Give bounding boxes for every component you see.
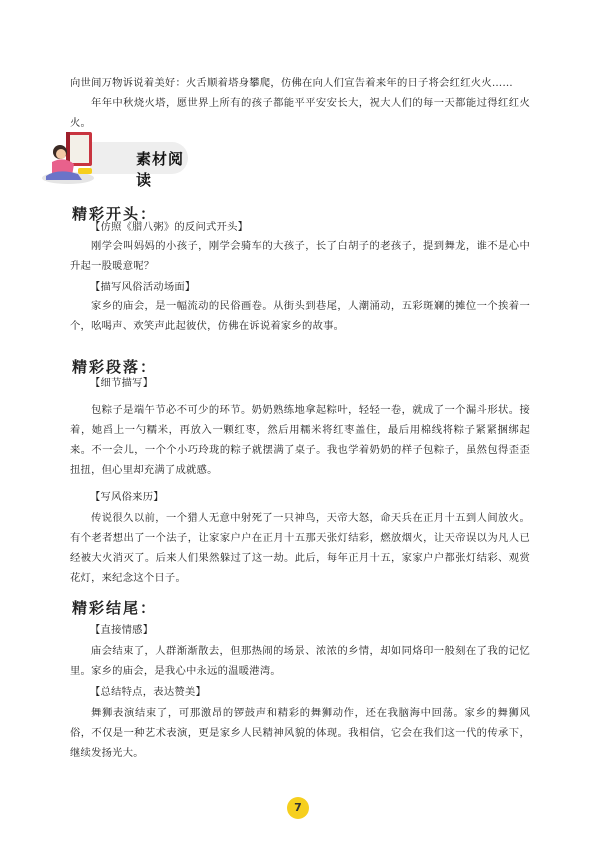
- tag-label: 【写风俗来历】: [90, 491, 164, 503]
- ending-paragraph-2: 舞狮表演结束了，可那激昂的锣鼓声和精彩的舞狮动作，还在我脑海中回荡。家乡的舞狮风俗，不仅是一种艺术表演，更是家乡人民精神风貌的体现。我相信，它会在我们这一代的传承下，继续发扬光大。: [70, 707, 530, 759]
- tag-label: 【仿照《腊八粥》的反问式开头】: [90, 221, 249, 233]
- paragraph-section-text-2: 传说很久以前，一个猎人无意中射死了一只神鸟，天帝大怒，命天兵在正月十五到人间放火。有个老者想出了一个法子，让家家户户在正月十五那天张灯结彩，燃放烟火，让天帝误以为凡人已经被大火消灭了。后来人们果然躲过了这一劫。此后，每年正月十五，家家户户都张灯结彩、观赏花灯，来纪念这个日子。: [70, 512, 530, 584]
- reading-girl-icon: [38, 128, 108, 190]
- section-heading-paragraph: 精彩段落：: [72, 358, 158, 376]
- material-reading-banner: [38, 128, 188, 190]
- intro-paragraph: 年年中秋烧火塔，愿世界上所有的孩子都能平平安安长大，祝大人们的每一天都能过得红红火火。: [70, 97, 530, 129]
- tag-label: 【描写风俗活动场面】: [90, 281, 196, 293]
- intro-line: 向世间万物诉说着美好：火舌顺着塔身攀爬，仿佛在向人们宣告着来年的日子将会红红火火……: [70, 77, 513, 89]
- section-heading-opening: 精彩开头：: [72, 205, 158, 223]
- section-heading-ending: 精彩结尾：: [72, 599, 158, 617]
- tag-label: 【细节描写】: [90, 377, 154, 389]
- opening-paragraph-2: 家乡的庙会，是一幅流动的民俗画卷。从街头到巷尾，人潮涌动，五彩斑斓的摊位一个挨着一个，吆喝声、欢笑声此起彼伏，仿佛在诉说着家乡的故事。: [70, 300, 530, 332]
- opening-paragraph-1: 刚学会叫妈妈的小孩子，刚学会骑车的大孩子，长了白胡子的老孩子，提到舞龙，谁不是心中升起一股暖意呢？: [70, 240, 530, 272]
- paragraph-section-text-1: 包粽子是端午节必不可少的环节。奶奶熟练地拿起粽叶，轻轻一卷，就成了一个漏斗形状。接着，她舀上一勺糯米，再放入一颗红枣，然后用糯米将红枣盖住，最后用棉线将粽子紧紧捆绑起来。不一会儿，一个个小巧玲珑的粽子就摆满了桌子。我也学着奶奶的样子包粽子，虽然包得歪歪扭扭，但心里却充满了成就感。: [70, 404, 530, 476]
- ending-paragraph-1: 庙会结束了，人群渐渐散去，但那热闹的场景、浓浓的乡情，却如同烙印一般刻在了我的记忆里。家乡的庙会，是我心中永远的温暖港湾。: [70, 645, 530, 677]
- page-number-badge: 7: [287, 797, 309, 819]
- banner-title: 素材阅读: [136, 150, 185, 189]
- tag-label: 【总结特点，表达赞美】: [90, 686, 207, 698]
- tag-label: 【直接情感】: [90, 624, 154, 636]
